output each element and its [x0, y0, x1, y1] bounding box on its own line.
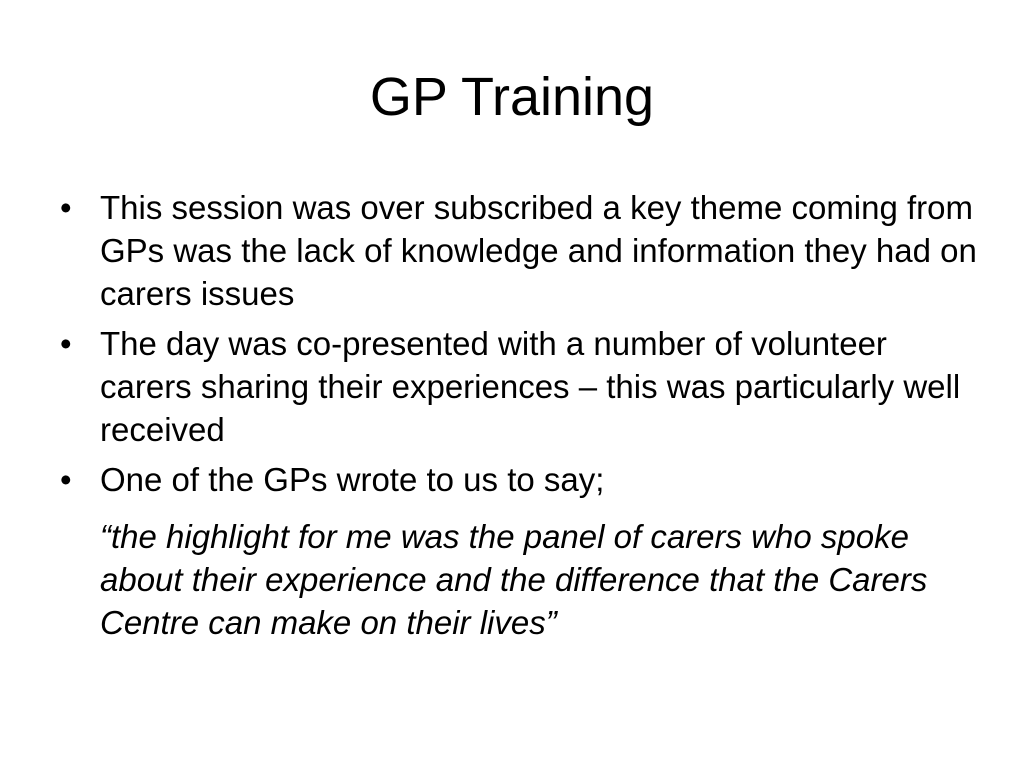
bullet-item	[58, 458, 978, 501]
bullet-marker: •	[60, 325, 72, 362]
bullet-marker: •	[60, 461, 72, 498]
bullet-text: One of the GPs wrote to us to say;	[100, 461, 605, 498]
bullet-text: This session was over subscribed a key theme coming from GPs was the lack of knowledge and information they had on carers issues	[100, 189, 977, 312]
bullet-marker: •	[60, 189, 72, 226]
bullet-text: The day was co-presented with a number of volunteer carers sharing their experiences – this was particularly well received	[100, 325, 961, 448]
gp-quote: “the highlight for me was the panel of carers who spoke about their experience and the difference that the Carers Centre can make on their lives”	[100, 518, 928, 641]
bullet-list	[58, 186, 978, 508]
slide-title: GP Training	[369, 67, 655, 127]
bullet-item	[58, 186, 978, 315]
bullet-item	[58, 322, 978, 451]
